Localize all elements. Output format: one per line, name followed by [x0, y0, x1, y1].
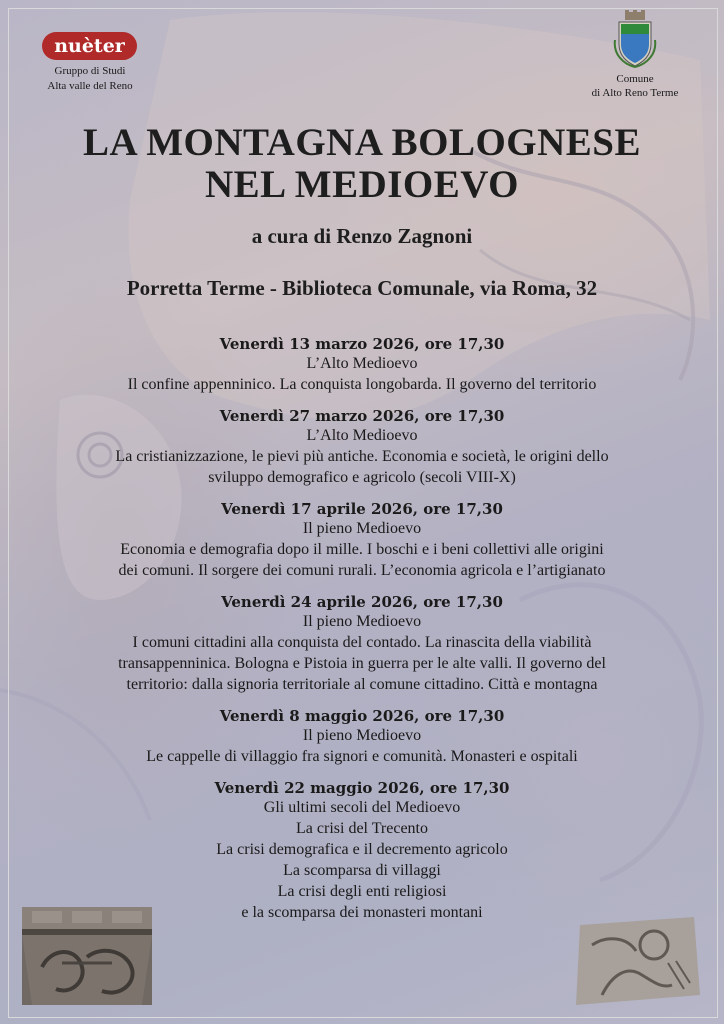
session-topic: La crisi demografica e il decremento agricolo [216, 841, 508, 858]
session-topic: La cristianizzazione, le pievi più antiche. Economia e società, le origini dello [115, 448, 609, 465]
nueter-logo: nuèter [42, 32, 137, 60]
session-topic: I comuni cittadini alla conquista del contado. La rinascita della viabilità [132, 634, 592, 651]
session [20, 778, 704, 923]
session-period: L’Alto Medioevo [306, 355, 418, 372]
session-period: Gli ultimi secoli del Medioevo [263, 799, 461, 816]
session [20, 706, 704, 767]
session-period: L’Alto Medioevo [306, 427, 418, 444]
comune-line: Comune [616, 73, 654, 85]
session [20, 592, 704, 695]
session-list [20, 334, 704, 934]
title-line: LA MONTAGNA BOLOGNESE [82, 121, 642, 164]
venue: Porretta Terme - Biblioteca Comunale, via Roma, 32 [126, 276, 598, 300]
nueter-subtitle-line: Alta valle del Reno [47, 80, 133, 92]
session [20, 406, 704, 488]
coat-of-arms-icon [613, 10, 657, 68]
curator: a cura di Renzo Zagnoni [251, 224, 473, 248]
session-period: Il pieno Medioevo [302, 727, 422, 744]
session-date: Venerdì 8 maggio 2026, ore 17,30 [219, 707, 505, 725]
session-topic: La crisi del Trecento [296, 820, 428, 837]
session-period: Il pieno Medioevo [302, 520, 422, 537]
session-date: Venerdì 13 marzo 2026, ore 17,30 [219, 335, 505, 353]
session-date: Venerdì 24 aprile 2026, ore 17,30 [221, 593, 503, 611]
comune-name [575, 72, 695, 100]
session [20, 334, 704, 395]
session-date: Venerdì 22 maggio 2026, ore 17,30 [214, 779, 510, 797]
session-topic: Economia e demografia dopo il mille. I boschi e i beni collettivi alle origini [120, 541, 604, 558]
poster-title [0, 122, 724, 206]
nueter-subtitle [30, 64, 150, 94]
session-date: Venerdì 27 marzo 2026, ore 17,30 [219, 407, 505, 425]
title-line: NEL MEDIOEVO [204, 163, 520, 206]
session-topic: Le cappelle di villaggio fra signori e comunità. Monasteri e ospitali [146, 748, 578, 765]
session-topic: territorio: dalla signoria territoriale al comune cittadino. Città e montagna [126, 676, 598, 693]
session-date: Venerdì 17 aprile 2026, ore 17,30 [221, 500, 503, 518]
session-topic: Il confine appenninico. La conquista longobarda. Il governo del territorio [127, 376, 597, 393]
session-topic: e la scomparsa dei monasteri montani [241, 904, 483, 921]
session-topic: dei comuni. Il sorgere dei comuni rurali. L’economia agricola e l’artigianato [118, 562, 606, 579]
session-topic: La crisi degli enti religiosi [277, 883, 447, 900]
comune-line: di Alto Reno Terme [591, 87, 679, 99]
nueter-subtitle-line: Gruppo di Studi [54, 65, 126, 77]
session-period: Il pieno Medioevo [302, 613, 422, 630]
session-topic: sviluppo demografico e agricolo (secoli VIII-X) [208, 469, 516, 486]
session-topic: La scomparsa di villaggi [283, 862, 441, 879]
session-topic: transappenninica. Bologna e Pistoia in guerra per le alte valli. Il governo del [118, 655, 606, 672]
session [20, 499, 704, 581]
comune-logo [575, 10, 695, 100]
